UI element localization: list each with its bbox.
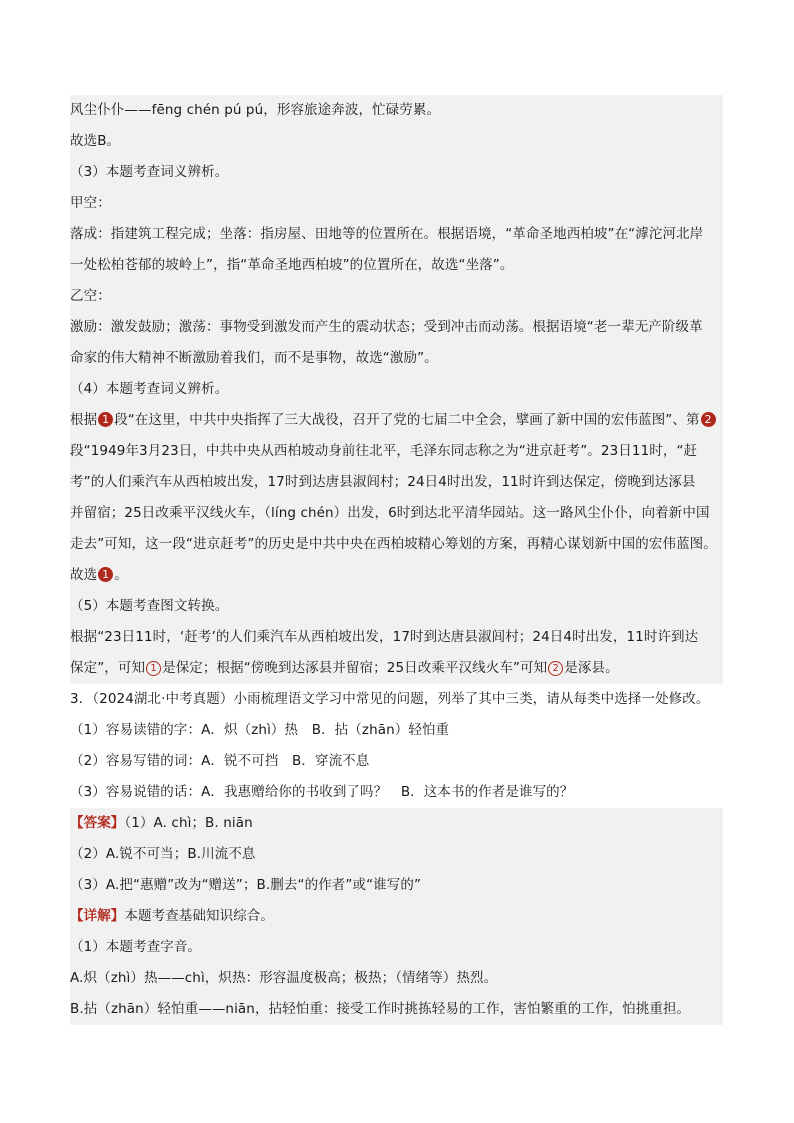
- answer-line: [70, 808, 723, 839]
- text-segment: 是涿县。: [564, 660, 619, 676]
- text-segment: 。: [114, 567, 128, 583]
- text-line: [70, 405, 723, 436]
- text-line: 风尘仆仆——fēng chén pú pú，形容旅途奔波，忙碌劳累。: [70, 95, 723, 126]
- text-line: （3）本题考查词义辨析。: [70, 157, 723, 188]
- text-line: 段“1949年3月23日，中共中央从西柏坡动身前往北平，毛泽东同志称之为“进京赶考”。23日11时，“赶: [70, 436, 723, 467]
- answer-tag: 【答案】: [70, 815, 125, 831]
- text-line: 考”的人们乘汽车从西柏坡出发，17时到达唐县淑闾村；24日4时出发，11时许到达保定，傍晚到达涿县: [70, 467, 723, 498]
- circled-number-one-icon: 1: [146, 661, 161, 676]
- detail-line: （1）本题考查字音。: [70, 932, 723, 963]
- detail-line: A.炽（zhì）热——chì，炽热：形容温度极高；极热；（情绪等）热烈。: [70, 963, 723, 994]
- answer-line: （2）A.锐不可当；B.川流不息: [70, 839, 723, 870]
- text-line: 故选B。: [70, 126, 723, 157]
- circled-number-two-icon: 2: [548, 661, 563, 676]
- text-line: [70, 653, 723, 684]
- answer-text: （1）A. chì；B. niān: [124, 815, 253, 831]
- text-segment: 故选: [70, 567, 98, 583]
- text-line: 落成：指建筑工程完成；坐落：指房屋、田地等的位置所在。根据语境，“革命圣地西柏坡”在“滹沱河北岸: [70, 219, 723, 250]
- circled-number-one-icon: 1: [98, 567, 113, 582]
- text-line: 乙空：: [70, 281, 723, 312]
- text-line: 甲空：: [70, 188, 723, 219]
- question-item: （3）容易说错的话：A．我惠赠给你的书收到了吗？ B．这本书的作者是谁写的？: [70, 784, 574, 800]
- text-line: 走去”可知，这一段“进京赶考”的历史是中共中央在西柏坡精心筹划的方案，再精心谋划新中国的宏伟蓝图。: [70, 529, 723, 560]
- circled-number-one-icon: 1: [98, 412, 113, 427]
- text-line: 命家的伟大精神不断激励着我们，而不是事物，故选“激励”。: [70, 343, 723, 374]
- question-stem: 3．（2024湖北·中考真题）小雨梳理语文学习中常见的问题，列举了其中三类，请从每类中选择一处修改。: [70, 691, 710, 707]
- text-line: （5）本题考查图文转换。: [70, 591, 723, 622]
- text-segment: 段“在这里，中共中央指挥了三大战役，召开了党的七届二中全会，擘画了新中国的宏伟蓝图”、第: [114, 412, 700, 428]
- text-line: 根据“23日11时，‘赶考’的人们乘汽车从西柏坡出发，17时到达唐县淑闾村；24日4时出发，11时许到达: [70, 622, 723, 653]
- detail-line: B.拈（zhān）轻怕重——niān，拈轻怕重：接受工作时挑拣轻易的工作，害怕繁重的工作，怕挑重担。: [70, 994, 723, 1025]
- text-line: 并留宿；25日改乘平汉线火车，（líng chén）出发，6时到达北平清华园站。这一路风尘仆仆，向着新中国: [70, 498, 723, 529]
- detail-tag: 【详解】: [70, 908, 125, 924]
- document-content: [70, 95, 723, 1025]
- detail-text: 本题考查基础知识综合。: [124, 908, 275, 924]
- text-line: （4）本题考查词义辨析。: [70, 374, 723, 405]
- text-segment: 根据: [70, 412, 98, 428]
- question-item: （1）容易读错的字：A．炽（zhì）热 B．拈（zhān）轻怕重: [70, 722, 450, 738]
- detail-line: [70, 901, 723, 932]
- text-segment: 保定”，可知: [70, 660, 146, 676]
- text-line: 激励：激发鼓励；激荡：事物受到激发而产生的震动状态；受到冲击而动荡。根据语境“老一辈无产阶级革: [70, 312, 723, 343]
- text-segment: 是保定；根据“傍晚到达涿县并留宿；25日改乘平汉线火车”可知: [162, 660, 548, 676]
- text-line: [70, 560, 723, 591]
- question-item: （2）容易写错的词：A．锐不可挡 B．穿流不息: [70, 753, 370, 769]
- text-line: 一处松柏苍郁的坡岭上”，指“革命圣地西柏坡”的位置所在，故选“坐落”。: [70, 250, 723, 281]
- circled-number-two-icon: 2: [701, 412, 716, 427]
- answer-line: （3）A.把“惠赠”改为“赠送”；B.删去“的作者”或“谁写的”: [70, 870, 723, 901]
